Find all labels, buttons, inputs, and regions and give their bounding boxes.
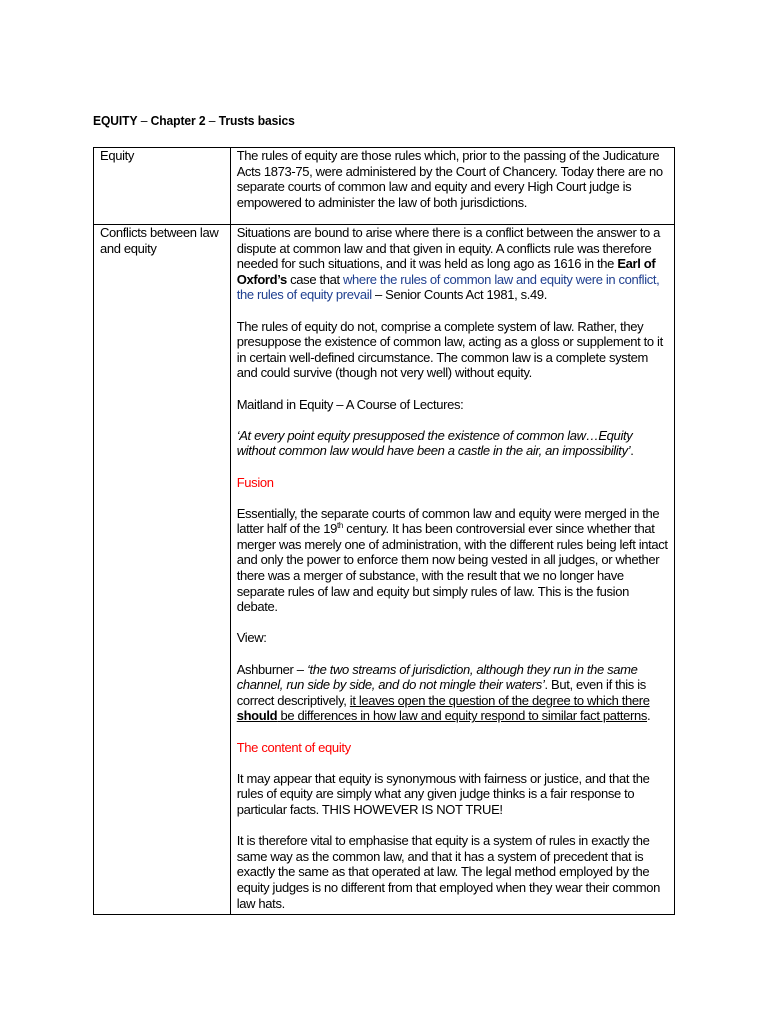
title-equity: EQUITY	[93, 113, 138, 128]
maitland-reference: Maitland in Equity – A Course of Lectures:	[236, 396, 464, 412]
case-name: Earl of Oxford’s	[236, 256, 656, 287]
gloss-paragraph: The rules of equity do not, comprise a complete system of law. Rather, they presuppose the existence of common law, acting as a gloss or supplement to it in certain well-defined circumstance. The common law is a complete system and could survive (though not very well) without equity.	[236, 318, 663, 381]
page-title	[93, 113, 295, 128]
title-chapter: Chapter 2	[150, 113, 206, 128]
maitland-quote: ‘At every point equity presupposed the existence of common law…Equity without common law would have been a castle in the air, an impossibility’.	[236, 427, 634, 459]
row-body	[230, 225, 674, 915]
ashburner-quote: ‘the two streams of jurisdiction, although they run in the same channel, run side by side, and do not mingle their waters’	[236, 661, 638, 693]
notes-table	[93, 147, 675, 915]
ashburner-paragraph: Ashburner – ‘the two streams of jurisdiction, although they run in the same channel, run side by side, and do not mingle their waters’. But, even if this is correct descriptively, it leaves open the question of the degree to which there should be differences in how law and equity respond to similar fact patterns.	[236, 661, 651, 724]
conflicts-rule: where the rules of common law and equity were in conflict, the rules of equity prevail	[236, 271, 660, 303]
content-heading: The content of equity	[236, 739, 351, 755]
title-dash: –	[137, 113, 151, 128]
table-row	[94, 225, 675, 915]
title-dash: –	[205, 113, 219, 128]
fusion-heading: Fusion	[236, 474, 274, 490]
row-body	[230, 148, 674, 225]
fusion-paragraph: Essentially, the separate courts of common law and equity were merged in the latter half of the 19th century. It has been controversial ever since whether that merger was merely one of administration, with the different rules being left intact and only the power to enforce them now being vested in all judges, or whether there was a merger of substance, with the result that we no longer have separate rules of law and equity but simply rules of law. This is the fusion debate.	[236, 505, 668, 615]
conflicts-paragraph: Situations are bound to arise where there is a conflict between the answer to a dispute at common law and that given in equity. A conflicts rule was therefore needed for such situations, and it was held as long ago as 1616 in the Earl of Oxford’s case that where the rules of common law and equity were in conflict, the rules of equity prevail – Senior Counts Act 1981, s.49.	[236, 225, 660, 303]
row-label: Equity	[94, 148, 231, 225]
row-label: Conflicts between law and equity	[94, 225, 231, 915]
system-paragraph: It is therefore vital to emphasise that equity is a system of rules in exactly the same way as the common law, and that it has a system of precedent that is exactly the same as that operated at law. The legal method employed by the equity judges is no different from that employed when they wear their common law hats.	[236, 833, 661, 911]
view-label: View:	[236, 630, 267, 646]
fairness-paragraph: It may appear that equity is synonymous with fairness or justice, and that the rules of equity are simply what any given judge thinks is a fair response to particular facts. THIS HOWEVER IS NOT TRUE!	[236, 770, 650, 817]
table-row	[94, 148, 675, 225]
title-topic: Trusts basics	[218, 113, 295, 128]
equity-definition: The rules of equity are those rules which, prior to the passing of the Judicature Acts 1873-75, were administered by the Court of Chancery. Today there are no separate courts of common law and equity and every High Court judge is empowered to administer the law of both jurisdictions.	[236, 148, 663, 210]
